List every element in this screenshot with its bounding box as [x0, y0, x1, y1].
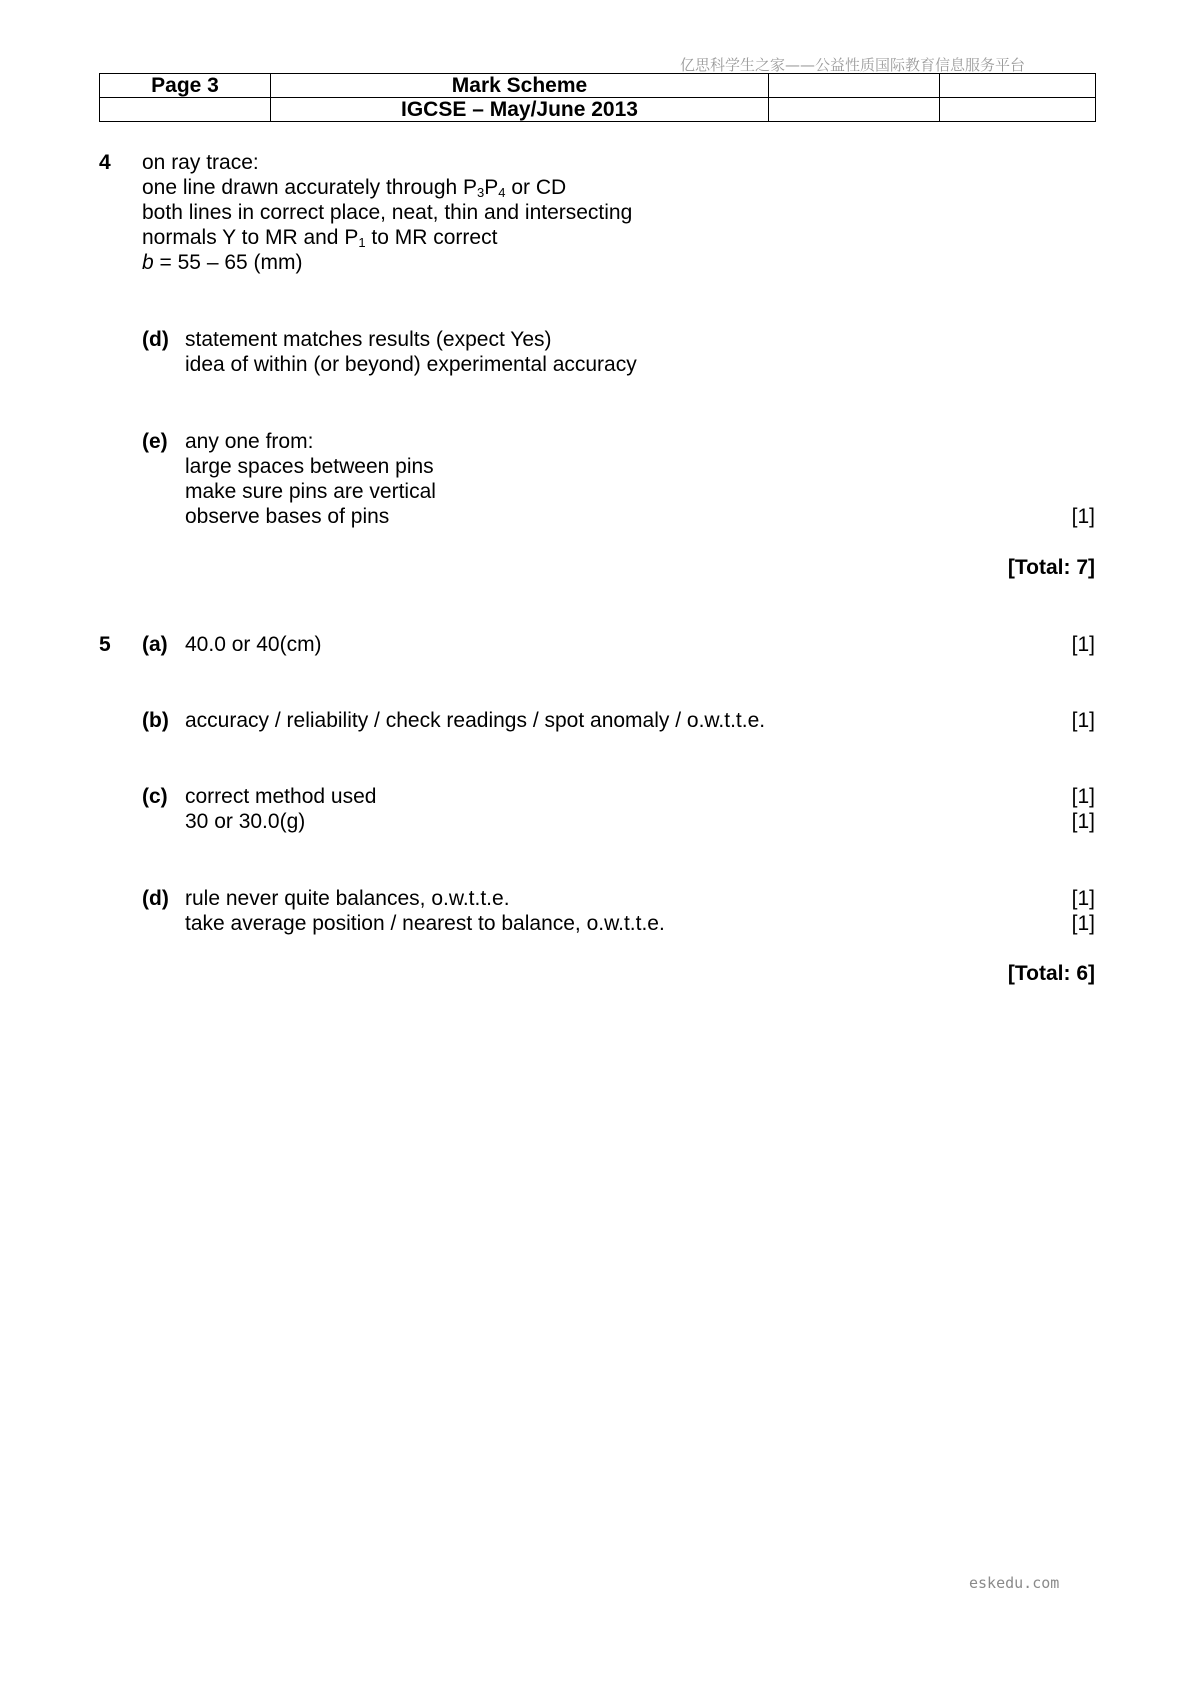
question-5-number: 5 [99, 633, 111, 656]
q5-c-line-2: 30 or 30.0(g) [185, 810, 306, 833]
header-subtitle: IGCSE – May/June 2013 [271, 98, 769, 122]
q5-c-mark-2: [1] [1071, 810, 1095, 833]
header-cell-3 [100, 98, 271, 122]
q5-d-line-2: take average position / nearest to balance, o.w.t.t.e. [185, 912, 665, 935]
header-page: Page 3 [100, 74, 271, 98]
q5-part-a-label: (a) [142, 633, 168, 656]
q5-c-mark-1: [1] [1071, 785, 1095, 808]
header-cell-4 [769, 98, 940, 122]
watermark-top: 亿思科学生之家——公益性质国际教育信息服务平台 [680, 56, 1026, 74]
q5-d-mark-2: [1] [1071, 912, 1095, 935]
q4-part-e-label: (e) [142, 430, 168, 453]
q5-part-b-label: (b) [142, 709, 169, 732]
q4-e-mark: [1] [1071, 505, 1095, 528]
q5-a-mark: [1] [1071, 633, 1095, 656]
q4-line-4: b = 55 – 65 (mm) [142, 251, 303, 274]
q5-b-text: accuracy / reliability / check readings / spot anomaly / o.w.t.t.e. [185, 709, 766, 732]
q4-e-line-1: any one from: [185, 430, 314, 453]
q5-d-line-1: rule never quite balances, o.w.t.t.e. [185, 887, 510, 910]
q4-d-line-1: statement matches results (expect Yes) [185, 328, 552, 351]
q5-part-d-label: (d) [142, 887, 169, 910]
q4-d-line-2: idea of within (or beyond) experimental accuracy [185, 353, 637, 376]
q5-d-mark-1: [1] [1071, 887, 1095, 910]
q5-a-text: 40.0 or 40(cm) [185, 633, 322, 656]
q4-e-line-4: observe bases of pins [185, 505, 390, 528]
q4-intro: on ray trace: [142, 151, 259, 174]
q4-line-1: one line drawn accurately through $P_3P_4$ or CD [142, 176, 567, 200]
q5-total: [Total: 6] [1007, 962, 1095, 985]
q4-line-3: normals Y to MR and $P_1$ to MR correct [142, 226, 498, 250]
q4-e-line-2: large spaces between pins [185, 455, 434, 478]
header-title: Mark Scheme [271, 74, 769, 98]
header-cell-1 [769, 74, 940, 98]
q4-total: [Total: 7] [1007, 556, 1095, 579]
q5-c-line-1: correct method used [185, 785, 377, 808]
header-table [99, 73, 1096, 122]
header-cell-5 [940, 98, 1096, 122]
header-cell-2 [940, 74, 1096, 98]
q4-part-d-label: (d) [142, 328, 169, 351]
watermark-bottom: eskedu.com [969, 1574, 1060, 1592]
question-4-number: 4 [99, 151, 111, 174]
q4-line-2: both lines in correct place, neat, thin and intersecting [142, 201, 633, 224]
q4-e-line-3: make sure pins are vertical [185, 480, 436, 503]
q5-b-mark: [1] [1071, 709, 1095, 732]
q5-part-c-label: (c) [142, 785, 168, 808]
